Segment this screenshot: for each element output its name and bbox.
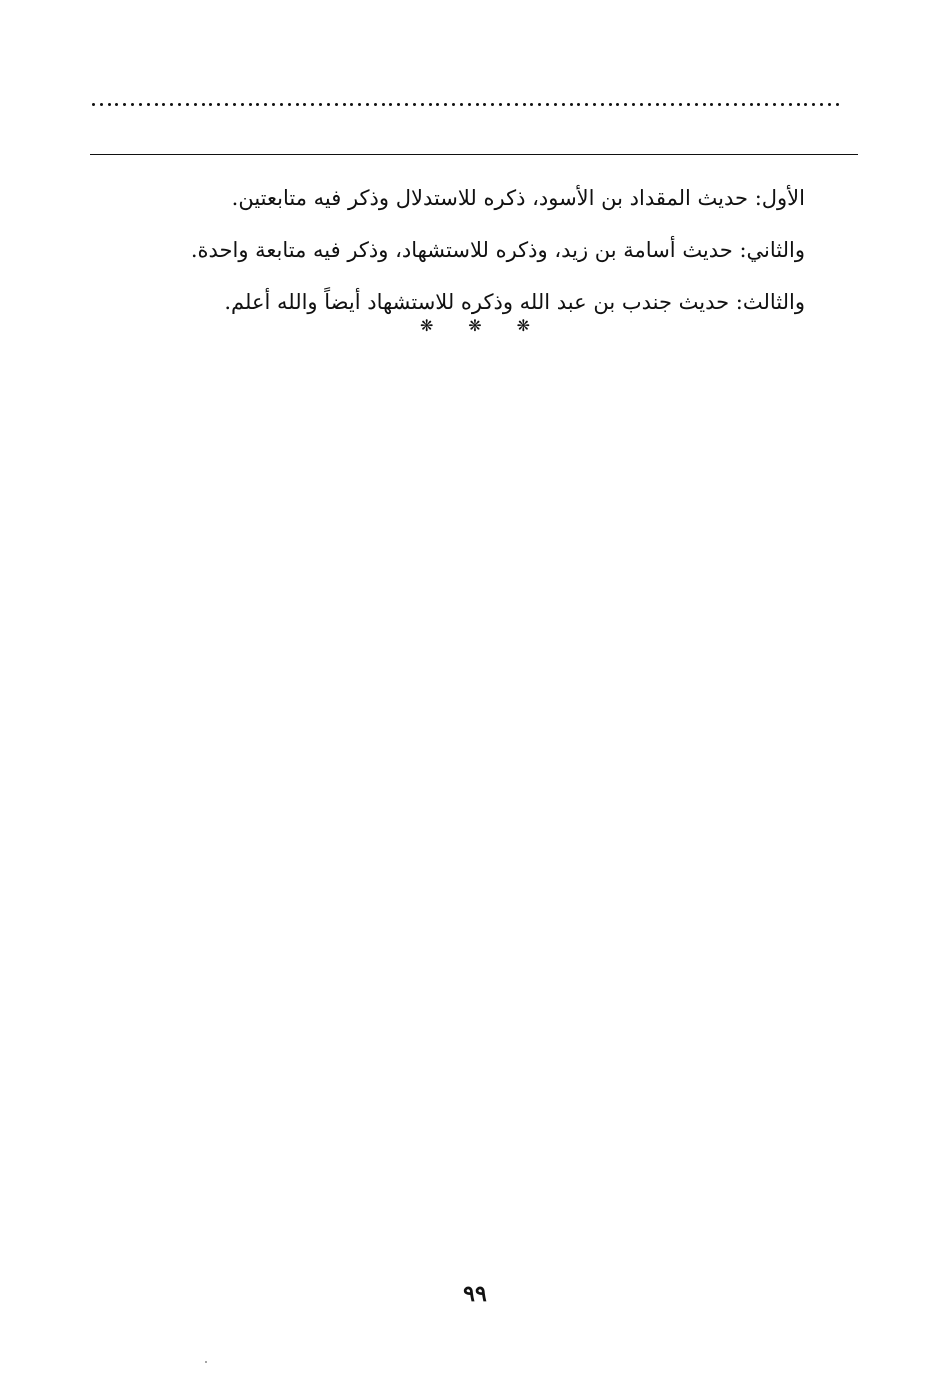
- dot: [530, 103, 533, 106]
- dot: [765, 103, 768, 106]
- dot: [781, 103, 784, 106]
- dot: [750, 103, 753, 106]
- dot: [546, 103, 549, 106]
- dot: [115, 103, 118, 106]
- dot: [663, 103, 666, 106]
- dot: [562, 103, 565, 106]
- dot: [421, 103, 424, 106]
- dot: [624, 103, 627, 106]
- section-end-ornament: [420, 316, 530, 335]
- dot: [812, 103, 815, 106]
- dot: [225, 103, 228, 106]
- dot: [726, 103, 729, 106]
- dot: [656, 103, 659, 106]
- dot: [296, 103, 299, 106]
- dot: [773, 103, 776, 106]
- dot: [108, 103, 111, 106]
- dot: [194, 103, 197, 106]
- dot: [695, 103, 698, 106]
- dot: [718, 103, 721, 106]
- dot: [797, 103, 800, 106]
- dot: [374, 103, 377, 106]
- dot: [554, 103, 557, 106]
- dot: [311, 103, 314, 106]
- dot: [280, 103, 283, 106]
- dot: [616, 103, 619, 106]
- dot: [162, 103, 165, 106]
- dot: [256, 103, 259, 106]
- dot: [593, 103, 596, 106]
- dot: [483, 103, 486, 106]
- dot: [178, 103, 181, 106]
- dot: [570, 103, 573, 106]
- dot: [241, 103, 244, 106]
- dot: [264, 103, 267, 106]
- dot: [491, 103, 494, 106]
- star-ornament-icon: ❋: [468, 316, 482, 335]
- dotted-separator: [92, 96, 840, 112]
- dot: [679, 103, 682, 106]
- dot: [444, 103, 447, 106]
- dot: [734, 103, 737, 106]
- dot: [405, 103, 408, 106]
- dot: [742, 103, 745, 106]
- star-ornament-icon: ❋: [516, 316, 530, 335]
- dot: [429, 103, 432, 106]
- dot: [413, 103, 416, 106]
- footnote-divider-line: [90, 154, 858, 155]
- dot: [601, 103, 604, 106]
- page-number: ٩٩: [463, 1281, 487, 1307]
- dot: [648, 103, 651, 106]
- footnote-text-block: [150, 172, 805, 328]
- dot: [288, 103, 291, 106]
- dot: [789, 103, 792, 106]
- dot: [358, 103, 361, 106]
- dot: [350, 103, 353, 106]
- star-ornament-icon: ❋: [420, 316, 434, 335]
- dot: [366, 103, 369, 106]
- dot: [319, 103, 322, 106]
- dot: [609, 103, 612, 106]
- dot: [507, 103, 510, 106]
- dot: [515, 103, 518, 106]
- dot: [397, 103, 400, 106]
- dot: [131, 103, 134, 106]
- dot: [804, 103, 807, 106]
- dot: [186, 103, 189, 106]
- scan-speck: [205, 1361, 207, 1363]
- dot: [671, 103, 674, 106]
- dot: [170, 103, 173, 106]
- dot: [468, 103, 471, 106]
- dot: [139, 103, 142, 106]
- dot: [389, 103, 392, 106]
- dot: [233, 103, 236, 106]
- dot: [452, 103, 455, 106]
- dot: [327, 103, 330, 106]
- dot: [217, 103, 220, 106]
- dot: [640, 103, 643, 106]
- dot: [123, 103, 126, 106]
- dot: [538, 103, 541, 106]
- dot: [523, 103, 526, 106]
- dot: [202, 103, 205, 106]
- dot: [499, 103, 502, 106]
- dot: [436, 103, 439, 106]
- dot: [382, 103, 385, 106]
- dot: [632, 103, 635, 106]
- dot: [687, 103, 690, 106]
- dot: [757, 103, 760, 106]
- dot: [460, 103, 463, 106]
- dot: [155, 103, 158, 106]
- dot: [710, 103, 713, 106]
- dot: [703, 103, 706, 106]
- dot: [828, 103, 831, 106]
- dot: [585, 103, 588, 106]
- dot: [820, 103, 823, 106]
- dot: [577, 103, 580, 106]
- footnote-paragraph-first: الأول: حديث المقداد بن الأسود، ذكره للاستدلال وذكر فيه متابعتين.: [231, 185, 805, 210]
- dot: [100, 103, 103, 106]
- dot: [476, 103, 479, 106]
- dot: [343, 103, 346, 106]
- dot: [147, 103, 150, 106]
- dot: [303, 103, 306, 106]
- dot: [836, 103, 839, 106]
- dot: [335, 103, 338, 106]
- dot: [249, 103, 252, 106]
- dot: [92, 103, 95, 106]
- footnote-paragraph-third: والثالث: حديث جندب بن عبد الله وذكره للاستشهاد أيضاً والله أعلم.: [224, 289, 805, 314]
- dot: [272, 103, 275, 106]
- dot: [209, 103, 212, 106]
- footnote-paragraph-second: والثاني: حديث أسامة بن زيد، وذكره للاستشهاد، وذكر فيه متابعة واحدة.: [190, 237, 805, 262]
